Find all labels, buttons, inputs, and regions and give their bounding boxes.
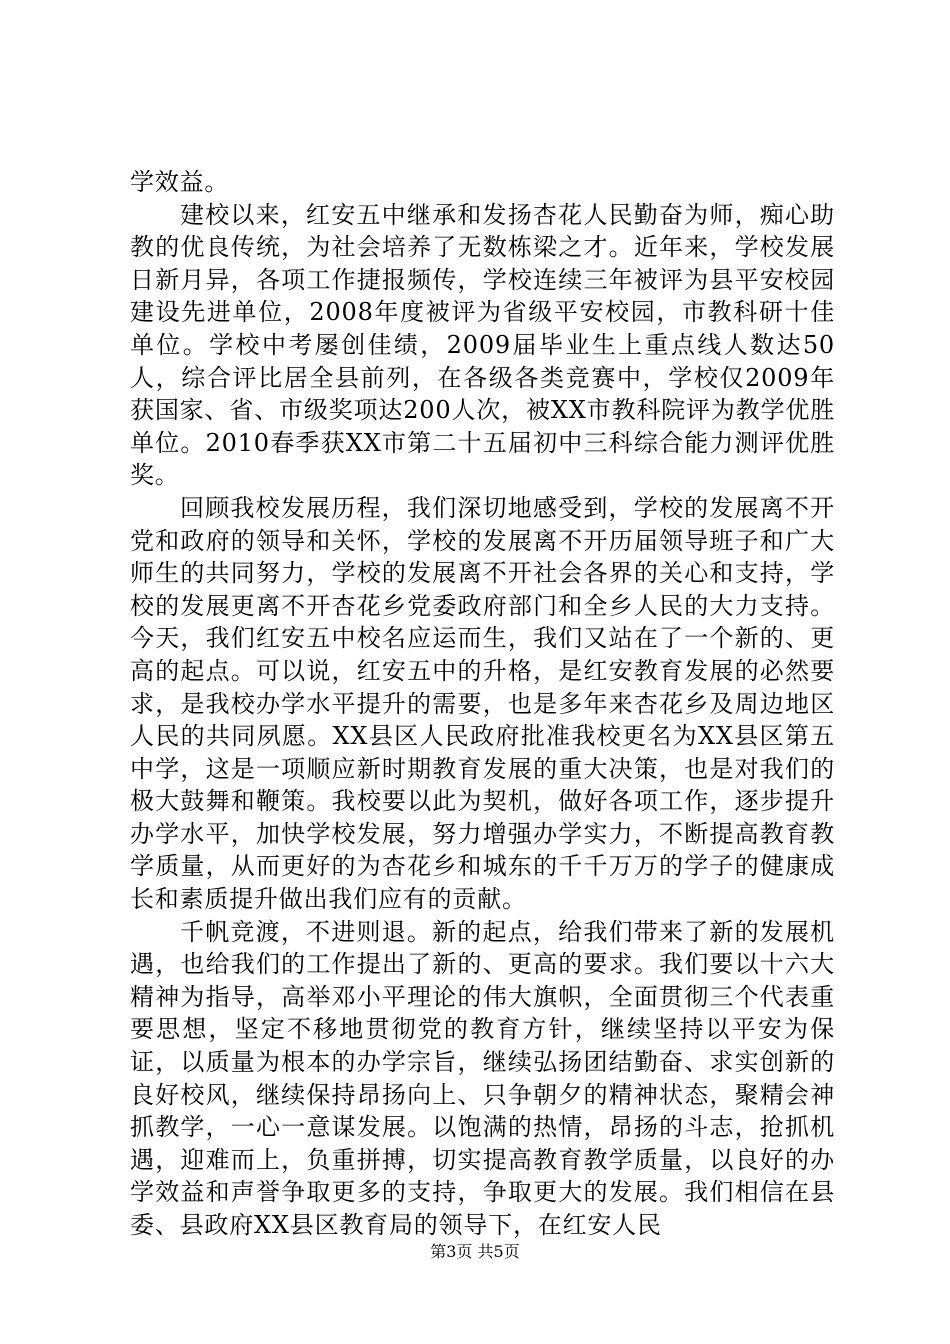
paragraph-continuation: 学效益。: [130, 168, 230, 196]
paragraph-school-history: 建校以来，红安五中继承和发扬杏花人民勤奋为师，痴心助教的优良传统，为社会培养了无数栋梁之才。近年来，学校发展日新月异，各项工作捷报频传，学校连续三年被评为县平安校园建设先进单位，2008年度被评为省级平安校园，市教科研十佳单位。学校中考屡创佳绩，2009届毕业生上重点线人数达50人，综合评比居全县前列，在各级各类竞赛中，学校仅2009年获国家、省、市级奖项达200人次，被XX市教科院评为教学优胜单位。2010春季获XX市第二十五届初中三科综合能力测评优胜奖。: [130, 200, 835, 490]
page-footer: 第3页 共5页: [430, 1242, 520, 1261]
document-body: [130, 166, 835, 1242]
paragraph-development-review: 回顾我校发展历程，我们深切地感受到，学校的发展离不开党和政府的领导和关怀，学校的发展离不开历届领导班子和广大师生的共同努力，学校的发展离不开社会各界的关心和支持，学校的发展更离不开杏花乡党委政府部门和全乡人民的大力支持。今天，我们红安五中校名应运而生，我们又站在了一个新的、更高的起点。可以说，红安五中的升格，是红安教育发展的必然要求，是我校办学水平提升的需要，也是多年来杏花乡及周边地区人民的共同夙愿。XX县区人民政府批准我校更名为XX县区第五中学，这是一项顺应新时期教育发展的重大决策，也是对我们的极大鼓舞和鞭策。我校要以此为契机，做好各项工作，逐步提升办学水平，加快学校发展，努力增强办学实力，不断提高教育教学质量，从而更好的为杏花乡和城东的千千万万的学子的健康成长和素质提升做出我们应有的贡献。: [130, 493, 835, 914]
paragraph-new-starting-point: 千帆竞渡，不进则退。新的起点，给我们带来了新的发展机遇，也给我们的工作提出了新的、更高的要求。我们要以十六大精神为指导，高举邓小平理论的伟大旗帜，全面贯彻三个代表重要思想，坚定不移地贯彻党的教育方针，继续坚持以平安为保证，以质量为根本的办学宗旨，继续弘扬团结勤奋、求实创新的良好校风，继续保持昂扬向上、只争朝夕的精神状态，聚精会神抓教学，一心一意谋发展。以饱满的热情，昂扬的斗志，抢抓机遇，迎难而上，负重拼搏，切实提高教育教学质量，以良好的办学效益和声誉争取更多的支持，争取更大的发展。我们相信在县委、县政府XX县区教育局的领导下，在红安人民: [130, 917, 835, 1239]
